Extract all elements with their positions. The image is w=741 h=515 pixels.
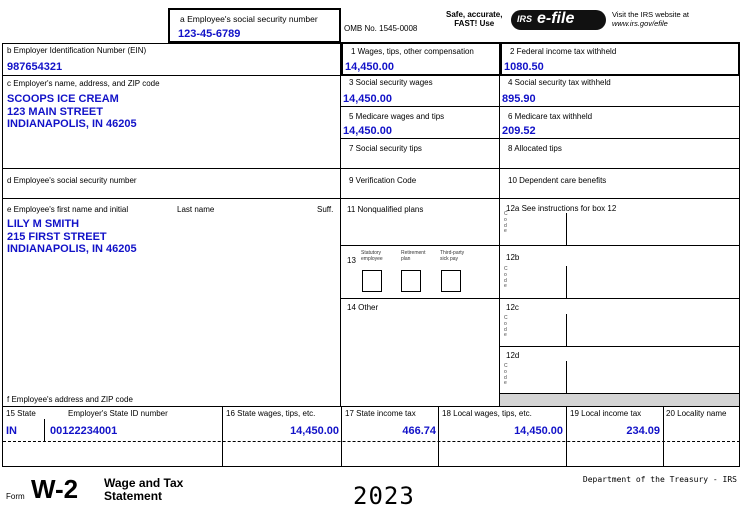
box-12a-code-letters	[504, 212, 509, 235]
efile-text: e-file	[537, 10, 575, 27]
shaded-area	[500, 394, 740, 407]
state-header-17: 17 State income tax	[345, 409, 416, 418]
box-9-label: 9 Verification Code	[349, 176, 417, 185]
code-letter: e	[504, 332, 507, 339]
code-letter: C	[504, 211, 508, 217]
box-c-label: c Employer's name, address, and ZIP code	[7, 79, 160, 88]
box-12d-label: 12d	[506, 351, 520, 360]
box-12a-label: 12a See instructions for box 12	[506, 204, 617, 213]
box-3-label: 3 Social security wages	[349, 78, 433, 87]
box-8-label: 8 Allocated tips	[508, 144, 562, 153]
employee-street: 215 FIRST STREET	[7, 230, 107, 243]
box-12c-divider	[566, 314, 567, 347]
state-header-19: 19 Local income tax	[570, 409, 642, 418]
code-letter: d	[504, 374, 507, 381]
efile-irs: IRS	[517, 14, 533, 24]
box-14-label: 14 Other	[347, 303, 379, 312]
state-id-value: 00122234001	[50, 425, 118, 437]
ein-value: 987654321	[7, 61, 63, 73]
box-2	[500, 42, 740, 76]
box-6-label: 6 Medicare tax withheld	[508, 112, 593, 121]
box-b-label: b Employer Identification Number (EIN)	[7, 46, 147, 55]
code-letter: o	[504, 216, 507, 223]
box-b	[2, 43, 341, 76]
medicare-wages-value: 14,450.00	[343, 125, 392, 137]
box-5	[341, 107, 500, 139]
box-e	[2, 199, 341, 407]
statutory-line1: Statutory	[361, 250, 382, 256]
dashed-separator	[3, 441, 740, 442]
box-6	[500, 107, 740, 139]
local-wages-value: 14,450.00	[514, 425, 563, 437]
thirdparty-line1: Third-party	[440, 250, 465, 256]
code-letter: d	[504, 277, 507, 284]
divider-v6	[663, 407, 664, 467]
box-a-label: a Employee's social security number	[180, 14, 318, 24]
code-letter: e	[504, 228, 507, 235]
safe-line2: FAST! Use	[454, 19, 495, 28]
department-label: Department of the Treasury - IRS	[582, 475, 737, 484]
box-12d-divider	[566, 361, 567, 394]
code-letter: d	[504, 326, 507, 333]
employer-street: 123 MAIN STREET	[7, 105, 103, 118]
divider-v5	[566, 407, 567, 467]
box-12b-label: 12b	[506, 253, 520, 262]
code-letter: o	[504, 368, 507, 375]
federal-tax-value: 1080.50	[504, 61, 544, 73]
box-13-number: 13	[347, 256, 356, 265]
visit-url: www.irs.gov/efile	[612, 19, 668, 28]
box-12b-code-letters	[504, 267, 509, 290]
safe-accurate	[446, 10, 502, 28]
form-title-line2: Statement	[104, 489, 163, 503]
retirement-line1: Retirement	[401, 250, 426, 256]
state-tax-value: 466.74	[402, 425, 436, 437]
box-12b-divider	[566, 266, 567, 299]
visit-line1: Visit the IRS website at	[612, 10, 689, 19]
state-header-16: 16 State wages, tips, etc.	[226, 409, 316, 418]
box-12c-code-letters	[504, 316, 509, 339]
box-1-label: 1 Wages, tips, other compensation	[351, 47, 474, 56]
box-e-last-name-label: Last name	[177, 205, 215, 214]
box-12d-code-letters	[504, 364, 509, 387]
employer-name: SCOOPS ICE CREAM	[7, 93, 119, 105]
statutory-label	[361, 251, 383, 262]
divider-v2	[222, 407, 223, 467]
box-d-label: d Employee's social security number	[7, 176, 137, 185]
employer-city: INDIANAPOLIS, IN 46205	[7, 118, 137, 130]
statutory-line2: employee	[361, 255, 383, 262]
state-header-20: 20 Locality name	[666, 409, 727, 418]
code-letter: o	[504, 271, 507, 278]
box-c	[2, 76, 341, 169]
code-letter: d	[504, 222, 507, 229]
box-a	[168, 8, 341, 43]
box-11	[341, 199, 500, 246]
form-w2: W-2	[31, 474, 79, 504]
wages-value: 14,450.00	[345, 61, 394, 73]
employee-name-address	[7, 218, 137, 256]
code-letter: o	[504, 320, 507, 327]
code-letter: C	[504, 363, 508, 369]
safe-line1: Safe, accurate,	[446, 10, 503, 19]
box-4-label: 4 Social security tax withheld	[508, 78, 611, 87]
third-party-sick-pay-checkbox[interactable]	[441, 270, 461, 292]
box-12b	[500, 246, 740, 299]
box-2-label: 2 Federal income tax withheld	[510, 47, 617, 56]
state-header-15: 15 State	[6, 409, 36, 418]
efile-logo	[511, 10, 606, 30]
code-letter: C	[504, 315, 508, 321]
box-12a	[500, 199, 740, 246]
box-12a-divider	[566, 213, 567, 246]
code-letter: e	[504, 380, 507, 387]
box-10	[500, 169, 740, 199]
omb-number: OMB No. 1545-0008	[344, 24, 418, 33]
box-e-suffix-label: Suff.	[317, 205, 334, 214]
box-8	[500, 139, 740, 169]
state-header-15b: Employer's State ID number	[68, 409, 168, 418]
box-9	[341, 169, 500, 199]
state-value: IN	[6, 425, 17, 437]
code-letter: e	[504, 283, 507, 290]
thirdparty-label	[440, 251, 464, 262]
local-tax-value: 234.09	[626, 425, 660, 437]
employer-name-address	[7, 93, 137, 131]
box-f-label: f Employee's address and ZIP code	[7, 395, 133, 404]
box-12c-label: 12c	[506, 303, 519, 312]
employee-city: INDIANAPOLIS, IN 46205	[7, 243, 137, 255]
box-7-label: 7 Social security tips	[349, 144, 422, 153]
thirdparty-line2: sick pay	[440, 255, 459, 262]
ss-wages-value: 14,450.00	[343, 93, 392, 105]
retirement-line2: plan	[401, 255, 411, 262]
code-letter: C	[504, 266, 508, 272]
statutory-employee-checkbox[interactable]	[362, 270, 382, 292]
box-4	[500, 76, 740, 107]
box-e-label: e Employee's first name and initial	[7, 205, 129, 214]
employee-name: LILY M SMITH	[7, 218, 80, 230]
state-wages-value: 14,450.00	[290, 425, 339, 437]
box-11-label: 11 Nonqualified plans	[347, 205, 424, 214]
box-12c	[500, 299, 740, 347]
employee-ssn-value: 123-45-6789	[178, 28, 241, 40]
divider-v3	[341, 407, 342, 467]
box-14	[341, 299, 500, 407]
divider-v1	[44, 419, 45, 441]
ss-tax-value: 895.90	[502, 93, 536, 105]
divider-v4	[438, 407, 439, 467]
retirement-label	[401, 251, 425, 262]
visit-irs	[612, 10, 689, 28]
form-title	[104, 477, 183, 503]
form-title-line1: Wage and Tax	[104, 476, 184, 490]
box-1	[341, 42, 501, 76]
box-13	[341, 246, 500, 299]
tax-year: 2023	[353, 482, 415, 510]
box-12d	[500, 347, 740, 394]
box-7	[341, 139, 500, 169]
form-label: Form	[6, 492, 25, 501]
box-5-label: 5 Medicare wages and tips	[349, 112, 445, 121]
box-d	[2, 169, 341, 199]
box-3	[341, 76, 500, 107]
retirement-plan-checkbox[interactable]	[401, 270, 421, 292]
box-10-label: 10 Dependent care benefits	[508, 176, 607, 185]
state-header-18: 18 Local wages, tips, etc.	[442, 409, 532, 418]
medicare-tax-value: 209.52	[502, 125, 536, 137]
